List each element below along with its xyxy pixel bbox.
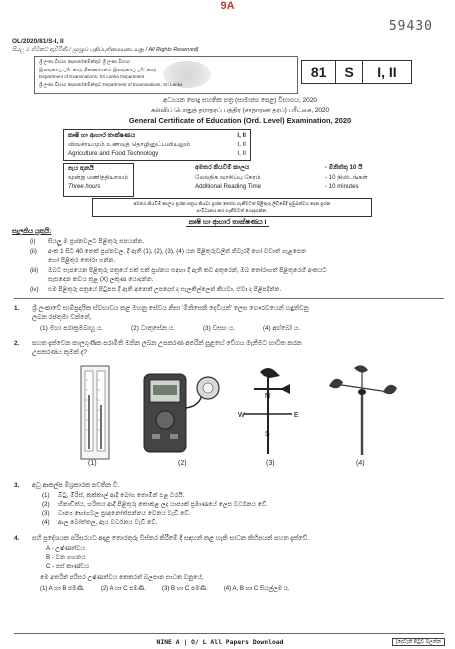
factor: C - පස් කාණ්ඩය: [46, 563, 90, 570]
turn-page-note: [දෙවැනි පිටුව බලන්න: [392, 638, 445, 646]
option: (3) වසභ ය.: [202, 325, 235, 332]
anemometer-figure: [327, 362, 397, 457]
reading-row: மேலதிக வாசிப்பு நேரம் - 10 நிமிடங்கள்: [195, 174, 368, 181]
figure-label: (4): [356, 460, 365, 467]
option: (1) මහා පරාක්‍රමබාහු ය.: [40, 325, 104, 332]
option: (2) ධාතුසේන ය.: [131, 325, 175, 332]
instruction: (iv) එම පිළිතුරු පත්‍රයේ පිටුපස දී ඇති අනෙක් උපදෙස් ද සැලකිල්ලෙන් කියවා, ඒවා ද පිළිපදින්න.: [30, 286, 282, 293]
rights-line: සියලු ම හිමිකම් ඇවිරිණි / முழுப் பதிப்புரிமையுடையது / All Rights Reserved]: [12, 47, 199, 53]
instruction: සැසඳෙන කවය තුළ (X) ලකුණ යොදන්න.: [48, 276, 154, 283]
paper-title: කෘෂි හා ආහාර තාක්ෂණය I: [0, 219, 455, 227]
subject-row: Agriculture and Food Technology I, II: [68, 150, 246, 157]
option: (3) B හා C පමණි.: [161, 586, 208, 592]
instruction: හෝ පිළිතුර තෝරා ගන්න.: [48, 257, 116, 264]
question-1-options: [40, 325, 300, 333]
reading-row: අමතර කියවීම් කාලය - මිනිත්තු 10 යි: [195, 164, 363, 171]
question-1: 1. ශ්‍රී ලංකාවේ සාම්ප්‍රදායික ස්වභාවය කළ මහනු සේවය නිසා 'මිනිසෙකි දෙවියන්' ලෙස ගෞරවයෙන් හඳුන්වනු: [14, 305, 309, 312]
question-1-cont: ලබන රජතුමා වන්නේ,: [32, 314, 92, 321]
statement: (4) ආල බෝත්තල, ඇය වර්ධනය වැඩි වේ.: [42, 519, 158, 526]
wind-vane-figure: [230, 362, 305, 456]
duration-box: [63, 163, 134, 197]
exam-title-tamil: கல்விப் பொதுத் தராதரப் பத்திர (சாதாரண தரப்) பரீட்சை, 2020: [150, 107, 330, 114]
serial-number: 59430: [388, 19, 433, 34]
code-cell: S: [336, 61, 363, 83]
figure-label: (1): [88, 460, 97, 467]
watermark-text: 9A: [220, 0, 235, 12]
duration-line: Three hours: [68, 184, 101, 190]
exam-title-english: General Certificate of Education (Ord. Level) Examination, 2020: [128, 116, 352, 125]
subject-code-box: [301, 60, 412, 84]
svg-text:N: N: [265, 393, 271, 400]
copyright-line: இலங்கைப் பரீட்சைத் திணைக்களம் இலங்கைப் பரீட்சைத்: [39, 67, 157, 72]
notice-line: සංවිධානය කර ගැනීමටත් යොදාගන්න.: [196, 208, 268, 213]
question-3: 3. අධූ ආකල්ප මිශ්‍රකාරක පවතින වී.: [14, 482, 120, 489]
option: (1) A හා B පමණි.: [40, 586, 85, 592]
reading-notice: [92, 198, 372, 217]
question-4: 4. පහි ප්‍රදේශයක පරිසරයට අදාළ තොරතුරු විස්තර කිරීමේ දී සඳහන් කළ හැකි සාධක කිහිපයක් පහත දැක්වේ.: [14, 535, 310, 542]
question-4-tail: මෙ අතරින් පරිසර උෂ්ණත්වය කෙකරන් බලපාන සාධක වනුයේ,: [40, 574, 204, 581]
instruction: (ii) අංක 1 සිට 40 තෙක් ප්‍රශ්නවල, දී ඇති (1), (2), (3), (4) යන පිළිතුරුවලින් නිවැරදි හෝ වඩාත් ගැළපෙන: [30, 248, 307, 255]
figure-label: (2): [178, 460, 187, 467]
footer-text: NINE A | O/ L All Papers Download: [156, 638, 284, 646]
factor: A - උෂ්ණත්වය: [46, 545, 86, 552]
subject-row: කෘෂි හා ආහාර තාක්ෂණය I, II: [68, 132, 246, 139]
svg-text:E: E: [294, 412, 299, 419]
copyright-line: Department of Examinations, Sri Lanka Department: [39, 74, 145, 79]
question-2-cont: උපකරණය කුමක් ද?: [32, 349, 87, 356]
statement: (1) බිටු, මිරිස්, කක්කාල් ආදී බෝග තොමින් එළ වරයි.: [42, 492, 185, 499]
light-meter-figure: [142, 368, 222, 456]
subject-box: [63, 129, 251, 161]
copyright-line: ශ්‍රී ලංකා විභාග දෙපාර්තමේන්තුව Department of Examinations, Sri Lanka: [39, 82, 183, 87]
reading-time-box: [195, 164, 402, 194]
instructions-heading: සැලකිය යුතුයි:: [12, 228, 52, 235]
exam-title-sinhala: අධ්‍යයන පොදු සහතික පත්‍ර (සාමාන්‍ය පෙළ) විභාගය, 2020: [163, 97, 317, 104]
notice-line: අමතර කියවීම් කාලය ප්‍රශ්න පත්‍රය කියවා ප්‍රශ්න තෝරා ගැනීමටත් පිළිතුරු ලිවීමේදී ප්‍රමුඛත්වය දෙන ප්‍රශ්න: [133, 201, 331, 206]
option: (4) A, B හා C සියල්ලම ය.: [223, 586, 290, 592]
factor: B - වන ගහනය: [46, 554, 86, 561]
statement: (2) හිනාඩීත්ය, හරිතය ආදී පිළිතුරු තොකළ ලද යාප්‍යක් ප්‍රමාණයේ ලෙස වර්ධනය වේ.: [42, 501, 269, 508]
instruction: (i) සියලු ම ප්‍රශ්නවලට පිළිතුරු සපයන්න.: [30, 238, 145, 245]
subject-row: விவசாயமும் உணவுத் தொழினுட்பவியலும் I, II: [68, 141, 246, 148]
svg-text:W: W: [238, 412, 245, 419]
thermometer-figure: [80, 365, 110, 460]
code-cell: I, II: [377, 64, 397, 80]
reading-row: Additional Reading Time - 10 minutes: [195, 183, 359, 190]
option: (4) අග්බෝ ය.: [262, 325, 301, 332]
svg-text:S: S: [265, 431, 270, 438]
footer-divider: [14, 633, 444, 634]
option: (2) A හා C පමණි.: [100, 586, 146, 592]
question-4-options: [40, 586, 290, 593]
figure-label: (3): [266, 460, 275, 467]
duration-line: மூன்று மணித்தியாலம்: [68, 175, 128, 181]
paper-code: OL/2020/81/S-I, II: [12, 38, 64, 45]
question-2: 2. පහත දැක්වෙන කාලගුණික පරාමිති මනින ලබන උපකරණ අතරින් සුළඟේ වේගය මැනීමට භාවිත කරන: [14, 340, 302, 347]
code-cell: 81: [302, 61, 336, 83]
statement: (3) ධාන්‍ය භෝගවල ප්‍රඥනෝත්පන්නය වෙනය වැඩි වේ.: [42, 510, 191, 517]
copyright-line: ශ්‍රී ලංකා විභාග දෙපාර්තමේන්තුව ශ්‍රී ලංකා විභාග: [39, 59, 130, 64]
instruction: (iii) ඔබට සැපයෙන පිළිතුරු පත්‍රයේ එක් එක් ප්‍රශ්නය සඳහා දී ඇති කව අතුරෙන්, ඔබ තෝරාගත් පිළිතුරෙහි අංකයට: [30, 267, 328, 274]
duration-line: පැය තුනයි: [68, 166, 94, 172]
copyright-box: [34, 56, 298, 94]
divider: [14, 298, 444, 299]
